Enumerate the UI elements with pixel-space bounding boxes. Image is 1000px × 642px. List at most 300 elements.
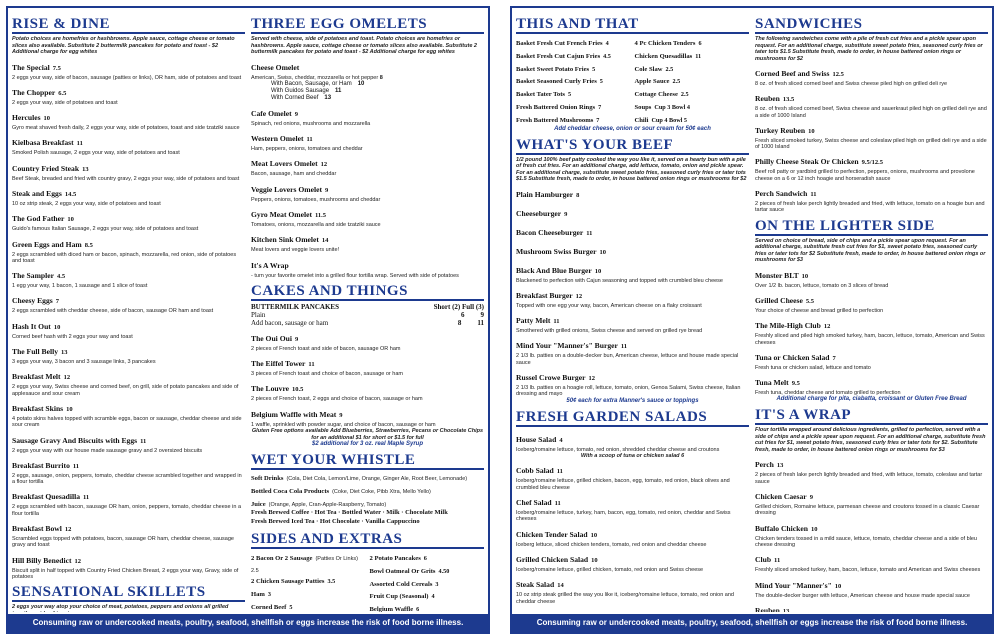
item-name: Hill Billy Benedict (12, 555, 72, 565)
item-name: Mind Your "Manner's" (755, 580, 832, 590)
rise-dine-list (12, 57, 245, 581)
item-name: Chicken Tender Salad (516, 529, 588, 539)
item-desc: 2 eggs scrambled with cheddar cheese, side of bacon, sausage OR ham and toast (12, 308, 214, 315)
item-price: 10 (590, 531, 598, 539)
beef-footnote: 50¢ each for extra Manner's sauce or toppings (566, 397, 699, 404)
menu-item (755, 120, 988, 151)
menu-item (755, 575, 988, 599)
menu-item (516, 606, 749, 612)
item-name: Perch Sandwich (755, 189, 808, 199)
item-price: 7 (55, 298, 59, 306)
item-price: 10 (591, 556, 598, 564)
salads-list (516, 460, 749, 612)
omelets-note: Served with cheese, side of potatoes and toast. Potato choices are homefries or hashbrowns. Apple sauce, cottage cheese or tomato slices also available. Substitute 2 buttermilk pancakes for potato and toast - $2 Additional charge for egg whites (251, 36, 477, 55)
item-price: 2.5 (672, 78, 681, 86)
item-desc: - turn your favorite omelet into a grilled flour tortilla wrap. Served with side of potatoes (251, 272, 459, 279)
item-price: 11 (556, 468, 563, 476)
item-name: Chef Salad (516, 498, 552, 508)
item-desc: Topped with one egg your way, bacon, American cheese on a flaky croissant (516, 302, 702, 309)
cheese-omelet-add-ons (251, 81, 484, 102)
menu-item (755, 63, 988, 87)
skillets-note: 2 eggs your way atop your choice of meat, potatoes, peppers and onions all grilled (12, 604, 229, 611)
lighter-footnote: Additional charge for pita, ciabatta, croissant or Gluten Free Bread (776, 396, 967, 403)
item-name: Steak and Eggs (12, 188, 62, 198)
item-price: 10 (67, 216, 74, 224)
item-price: 11 (586, 229, 593, 237)
menu-item (251, 204, 484, 228)
item-desc: (Orange, Apple, Cran-Apple-Raspberry, Tomato) (268, 501, 387, 508)
menu-item (12, 265, 245, 289)
item-desc: 2 pieces of French toast and side of bacon, sausage OR ham (251, 345, 401, 352)
item-price: 12 (823, 323, 831, 331)
item-desc: (Patties Or Links) 2.5 (251, 556, 358, 574)
item-desc: Bacon, sausage, ham and cheddar (251, 171, 337, 178)
menu-item-inline (370, 552, 485, 564)
menu-item (12, 107, 245, 131)
sandwiches-note: The following sandwiches come with a pile of fresh cut fries and a pickle spear upon request. For an additional charge, substitute sweet potato fries, seasoned curly fries or tater tots $1.5 Substitute fresh, made to order, in house battered onion rings or mushrooms for $2 (755, 36, 983, 62)
menu-item (12, 455, 245, 486)
menu-item (755, 518, 988, 549)
menu-item (12, 486, 245, 517)
item-price: 10 (599, 248, 606, 256)
item-desc: 1 waffle, sprinkled with powder sugar, and choice of bacon, sausage or ham (251, 421, 436, 428)
item-desc: Chicken tenders tossed in a mild sauce, lettuce, tomato, cheddar cheese and a side of bleu cheese dressing (755, 535, 977, 548)
menu-item-inline (251, 485, 484, 497)
sides-grid (251, 551, 484, 612)
item-desc: 2 pieces of fresh lake perch lightly breaded and fried, with lettuce, tomato on a hoagie bun and tartar sauce (755, 201, 985, 214)
item-desc: 3 eggs your way, 3 bacon and 3 sausage links, 3 pancakes (12, 359, 156, 366)
item-name: Western Omelet (251, 134, 304, 144)
item-name: Soups (634, 103, 652, 111)
item-price: 14 (321, 237, 329, 245)
item-name: Bottled Coca Cola Products (251, 487, 330, 495)
menu-item-inline (516, 114, 631, 126)
menu-item (251, 103, 484, 127)
item-name: Basket Seasoned Curly Fries (516, 78, 597, 86)
item-price: 9 (294, 335, 299, 343)
item-name: Assorted Cold Cereals (369, 580, 433, 588)
menu-item (516, 460, 749, 491)
item-price: 8 (576, 191, 580, 199)
section-title-sandwiches: SANDWICHES (755, 16, 988, 34)
item-desc: 2 eggs your way, side of bacon, sausage (patties or links), OR ham, side of potatoes and toast (12, 74, 242, 81)
section-title-lighter: ON THE LIGHTER SIDE (755, 218, 988, 236)
left-column-2 (251, 12, 484, 612)
item-price: 11 (72, 462, 80, 470)
item-name: Basket Sweet Potato Fries (516, 65, 590, 73)
lighter-note: Served on choice of bread, side of chips and a pickle spear upon request. For an additional charge, substitute fresh cut fries for $1, sweet potato fries, seasoned curly fries or tater tots for $2 Substitute fresh, made to order, in house battered onion rings or mushrooms for $3 (755, 237, 986, 264)
item-price: 10.5 (292, 386, 304, 394)
item-price: 7 (598, 103, 602, 111)
item-price: 12 (63, 374, 71, 382)
item-price: 4.5 (603, 52, 611, 60)
menu-item (12, 550, 245, 581)
item-desc: Iceberg/romaine lettuce, grilled chicken, tomato, red onion and Swiss cheese (516, 566, 704, 573)
item-desc: 8 oz. of fresh sliced corned beef, Swiss cheese and sauerkraut piled high on grilled deli rye and a side of 1000 Island (755, 106, 987, 119)
item-price: 10 (43, 115, 51, 123)
item-desc: 3 pieces of French toast and choice of bacon, sausage or ham (251, 371, 403, 378)
item-price: 2.5 (665, 65, 674, 73)
menu-item (12, 57, 245, 81)
menu-item-house-salad: House Salad 4 Iceberg/romaine lettuce, tomato, red onion, shredded cheddar cheese and croutons (516, 434, 720, 453)
item-desc: 2 eggs scrambled with diced ham or bacon, spinach, mozzarella, red onion, side of potatoes and toast (12, 251, 237, 264)
item-name: Turkey Reuben (755, 125, 806, 135)
item-name: Breakfast Quesadilla (12, 492, 80, 502)
menu-item (251, 128, 484, 152)
menu-item (755, 151, 988, 182)
menu-item (251, 229, 484, 253)
item-desc: Guido's famous Italian Sausage, 2 eggs your way, side of potatoes and toast (12, 226, 199, 233)
item-price: 7 (596, 116, 600, 124)
menu-item (516, 222, 749, 240)
sandwiches-list (755, 63, 988, 214)
item-price: 3 (435, 580, 439, 588)
add-on-line (271, 88, 484, 95)
pancake-label: Plain (251, 310, 266, 319)
menu-item (755, 88, 988, 119)
menu-item (12, 290, 245, 314)
section-title-sides: SIDES AND EXTRAS (251, 531, 484, 549)
item-desc: 2 eggs your way with our house made sausage gravy and 2 oversized biscuits (12, 447, 203, 454)
menu-item (251, 328, 484, 352)
item-desc: 4 potato skins halves topped with scramble eggs, bacon or sausage, cheddar cheese and side sour cream (12, 415, 242, 429)
item-desc: (Coke, Diet Coke, Pibb Xtra, Mello Yello) (332, 488, 431, 495)
item-price: 3.5 (327, 578, 336, 586)
section-title-whistle: WET YOUR WHISTLE (251, 452, 484, 470)
menu-item (516, 335, 749, 366)
section-title-omelets: THREE EGG OMELETS (251, 16, 484, 34)
item-price: 13 (82, 165, 89, 173)
item-name: Cheesy Eggs (12, 296, 53, 306)
item-name: Juice (251, 500, 266, 508)
menu-item (12, 158, 245, 182)
item-price: 4 (431, 593, 435, 601)
item-price: 12 (588, 375, 595, 383)
menu-page-right (510, 6, 994, 634)
salad-scoop-note: With a scoop of tuna or chicken salad 6 (580, 452, 685, 459)
item-price: 10 (53, 323, 61, 331)
item-price: 9 (809, 494, 813, 502)
item-price: 10 (594, 267, 602, 275)
item-name: The God Father (12, 214, 65, 224)
menu-item (516, 367, 749, 398)
menu-item (516, 184, 749, 202)
menu-item-cheese-omelet (251, 57, 484, 102)
item-price: 4.50 (438, 567, 450, 575)
item-name: Chili (634, 116, 649, 124)
item-desc: 2 eggs your way, Swiss cheese and corned beef, on grill, side of potato pancakes and side of applesauce and sour cream (12, 384, 239, 397)
this-that-b (635, 36, 750, 126)
menu-item (251, 255, 484, 279)
item-desc: Peppers, onions, tomatoes, mushrooms and cheddar (251, 196, 381, 203)
rise-dine-note: Potato choices are homefries or hashbrowns. Apple sauce, cottage cheese or tomato slices also available. Substitute 2 buttermilk pancakes for potato and toast - $2 Additional charge for egg whites (12, 36, 235, 55)
menu-item (516, 241, 749, 259)
item-desc: Beef roll patty or yardbird grilled to perfection, peppers, onions, mushrooms and provolone cheese on a 6 or 12 inch hoagie and horseradish sauce (755, 169, 975, 182)
item-price: 9 (325, 186, 329, 194)
item-name: Mushroom Swiss Burger (516, 246, 597, 256)
item-name: Cheeseburger (516, 208, 562, 218)
menu-item (12, 398, 245, 429)
drinks-extra-2: Fresh Brewed Iced Tea · Hot Chocolate · Vanilla Cappuccino (251, 518, 420, 526)
item-name: Patty Melt (516, 316, 551, 326)
menu-item-inline (251, 575, 366, 587)
pancake-row (251, 319, 484, 327)
item-price: 11 (308, 361, 315, 369)
item-desc: Freshly sliced and piled high smoked turkey, ham, bacon, lettuce, tomato, American and Swiss cheeses (755, 333, 985, 346)
item-price: 7 (832, 354, 836, 362)
item-price: 10 (810, 525, 818, 533)
item-price: 11.5 (315, 211, 327, 219)
menu-item (755, 486, 988, 517)
item-desc: Freshly sliced smoked turkey, ham, bacon, lettuce, tomato and American and Swiss cheeses (755, 567, 981, 574)
item-desc: Iceberg/romaine lettuce, grilled chicken, bacon, egg, tomato, red onion, black olives and crumbled bleu cheese (516, 478, 730, 491)
left-column-1 (12, 12, 245, 612)
menu-item (516, 574, 749, 605)
item-name: Philly Cheese Steak Or Chicken (755, 157, 859, 167)
item-desc: Fresh tuna or chicken salad, lettuce and tomato (755, 364, 871, 371)
menu-item (12, 518, 245, 549)
item-desc: Blackened to perfection with Cajun seasoning and topped with crumbled bleu cheese (516, 277, 723, 284)
menu-item-inline (516, 88, 631, 100)
item-desc: Your choice of cheese and bread grilled to perfection (755, 307, 884, 314)
item-name: The Mile-High Club (755, 321, 821, 331)
item-desc: Fresh tuna, cheddar cheese and tomato grilled to perfection (755, 390, 901, 397)
item-name: Fresh Battered Onion Rings (516, 103, 596, 111)
item-desc: Gyro meat shaved fresh daily, 2 eggs your way, side of potatoes, toast and side tzatziki sauce (12, 125, 240, 132)
wrap-note: Flour tortilla wrapped around delicious ingredients, grilled to perfection, served with a side of chips and a pickle spear upon request. For an additional charge, substitute fresh cut fries for $1, sweet potato fries, seasoned curly fries or tater tots for $2. Substitute fresh, made to order, in house battered onion rings or mushrooms for $3 (755, 427, 986, 453)
item-name: 4 Pc Chicken Tenders (634, 40, 696, 47)
item-price: 9 (564, 210, 568, 218)
item-name: Green Eggs and Ham (12, 239, 82, 249)
this-that-grid (516, 36, 749, 126)
item-desc: (Cola, Diet Cola, Lemon/Lime, Orange, Ginger Ale, Root Beer, Lemonade) (286, 476, 468, 483)
item-price: 14.5 (64, 190, 77, 198)
item-desc: Iceberg lettuce, sliced chicken tenders, tomato, red onion and cheddar cheese (516, 541, 707, 548)
item-price: 10 (808, 127, 815, 135)
menu-item (12, 183, 245, 207)
menu-item (12, 82, 245, 106)
item-name: Chicken Caesar (755, 492, 807, 502)
item-price: 11 (620, 343, 628, 351)
menu-item-inline (251, 498, 484, 510)
item-name: Sausage Gravy And Biscuits with Eggs (12, 435, 138, 445)
menu-item (755, 183, 988, 214)
add-on-label: With Bacon, Sausage, or Ham (271, 80, 352, 87)
full-price: 9 (480, 310, 484, 319)
menu-item (755, 347, 988, 371)
item-price: 3 (267, 590, 272, 598)
this-that-a (516, 36, 631, 126)
item-name: Chicken Quesadillas (634, 52, 693, 60)
item-name: Ham (251, 590, 265, 598)
item-price: 9.5/12.5 (861, 159, 883, 167)
pancake-prices (458, 319, 484, 327)
item-price: 11 (554, 500, 561, 508)
item-name: Kitchen Sink Omelet (251, 235, 319, 245)
menu-item-inline (635, 114, 750, 126)
add-on-price: 11 (335, 87, 342, 94)
item-desc: Biscuit split in half topped with Country Fried Chicken Breast, 2 eggs your way, Gravy, side of potatoes (12, 567, 239, 580)
item-price: 2.5 (680, 91, 689, 99)
menu-item (755, 290, 988, 314)
menu-item (755, 372, 988, 396)
item-desc: Scrambled eggs topped with potatoes, bacon, sausage OR ham, cheddar cheese, sausage gravy and toast (12, 536, 234, 549)
item-name: The Sampler (12, 271, 54, 281)
item-name: Breakfast Burrito (12, 460, 70, 470)
item-desc: Spinach, red onions, mushrooms and mozzarella (251, 120, 371, 127)
item-name: Russel Crowe Burger (516, 373, 586, 383)
item-name: Cobb Salad (516, 466, 554, 476)
item-name: Perch (755, 460, 774, 470)
item-desc: The double-decker burger with lettuce, American cheese and house made special sauce (755, 592, 970, 599)
add-on-label: With Corned Beef (271, 94, 319, 101)
item-name: Breakfast Burger (516, 290, 573, 300)
item-name: The Oui Oui (251, 333, 292, 343)
add-on-price: 13 (324, 94, 332, 101)
item-name: Basket Fresh Cut Cajun Fries (516, 52, 601, 60)
menu-item (755, 549, 988, 573)
menu-item (251, 378, 484, 402)
item-desc: Iceberg/romaine lettuce, turkey, ham, bacon, egg, tomato, red onion, cheddar and Swiss cheeses (516, 510, 731, 523)
item-name: Cottage Cheese (634, 91, 678, 99)
item-desc: 2 eggs, sausage, onion, peppers, tomato, cheddar cheese scrambled together and wrapped in a flour tortilla (12, 472, 242, 486)
item-price: 11 (306, 136, 313, 144)
item-price: 12.5 (832, 71, 844, 78)
item-name: Breakfast Skins (12, 403, 64, 413)
menu-item-inline (251, 552, 366, 574)
menu-item (12, 316, 245, 340)
item-name: Fruit Cup (Seasonal) (369, 593, 429, 601)
menu-item-inline (635, 37, 750, 49)
section-title-beef: WHAT'S YOUR BEEF (516, 137, 749, 155)
item-price: 11 (810, 191, 817, 199)
section-title-skillets: SENSATIONAL SKILLETS (12, 584, 245, 602)
cakes-note: Gluten Free options available Add Blueberries, Strawberries, Pecans or Chocolate Chips for an additional $1 for short or $1.5 for full (251, 428, 484, 441)
item-name: Mind Your "Manner's" Burger (516, 341, 618, 351)
item-name: The Louvre (251, 384, 290, 394)
menu-item-inline (370, 578, 485, 590)
menu-item-inline (516, 101, 631, 113)
item-name: Fresh Battered Mushrooms (516, 116, 594, 124)
section-title-salads: FRESH GARDEN SALADS (516, 409, 749, 427)
sides-column-b (370, 551, 485, 612)
item-price: 11 (83, 494, 90, 502)
section-title-this-that: THIS AND THAT (516, 16, 749, 34)
item-price: 11 (695, 52, 702, 60)
item-price: Cup 4 Bowl 5 (651, 116, 688, 124)
menu-item (516, 260, 749, 284)
drinks-list (251, 472, 484, 509)
item-name: Buffalo Chicken (755, 523, 808, 533)
menu-item (755, 454, 988, 485)
item-price: 6 (416, 606, 420, 612)
menu-item-inline (370, 590, 485, 602)
menu-item (516, 310, 749, 334)
item-name: Steak Salad (516, 580, 555, 590)
health-warning-footer-right: Consuming raw or undercooked meats, poultry, seafood, shellfish or eggs increase the risk of food borne illness. (512, 614, 992, 632)
item-name: Breakfast Bowl (12, 524, 62, 534)
item-name: The Special (12, 62, 50, 72)
item-name: Grilled Chicken Salad (516, 554, 589, 564)
menu-item (755, 315, 988, 346)
menu-item (516, 492, 749, 523)
menu-item-inline (635, 101, 750, 113)
item-name: Corned Beef (251, 603, 287, 611)
add-on-line (271, 95, 484, 102)
section-title-cakes: CAKES AND THINGS (251, 283, 484, 301)
menu-item (12, 132, 245, 156)
item-desc: 2 pieces of French toast, 2 eggs and choice of bacon, sausage or ham (251, 396, 423, 403)
drinks-extra-1: Fresh Brewed Coffee · Hot Tea · Bottled Water · Milk · Chocolate Milk (251, 509, 448, 517)
item-name: The Full Belly (12, 347, 58, 357)
menu-item-inline (516, 50, 631, 62)
right-column-2 (755, 12, 988, 612)
item-name: Black And Blue Burger (516, 265, 592, 275)
item-desc: Over 1/2 lb. bacon, lettuce, tomato on 3 slices of bread (755, 282, 889, 289)
item-desc: 1 egg your way, 1 bacon, 1 sausage and 1 slice of toast (12, 283, 148, 290)
item-price: 11 (76, 140, 83, 148)
lighter-list (755, 265, 988, 397)
item-price: 12 (74, 557, 81, 565)
menu-item-inline (251, 588, 366, 600)
item-desc: 2 1/3 lb. patties on a hoagie roll, lettuce, tomato, onion, Genoa Salami, Swiss cheese, Italian dressing and mayo (516, 385, 741, 398)
health-warning-footer: Consuming raw or undercooked meats, poultry, seafood, shellfish or eggs increase the risk of food borne illness. (8, 614, 488, 632)
beef-note: 1/2 pound 100% beef patty cooked the way you like it, served on a hearty bun with a pile of fresh cut fries. For an additional charge, add lettuce, tomato, onion and pickle spear. For an additional charge, substitute sweet potato fries, seasoned curly fries or tater tots $1.5 Substitute fresh, made to order, in house battered onion rings or mushrooms for $2 (516, 156, 747, 183)
menu-item (516, 285, 749, 309)
item-desc: Fresh sliced smoked turkey, Swiss cheese and coleslaw piled high on grilled deli rye and a side of 1000 Island (755, 137, 987, 151)
short-price: 6 (461, 310, 465, 319)
item-name: Plain Hamburger (516, 189, 574, 199)
menu-item-inline (251, 601, 366, 612)
add-on-label: With Guidos Sausage (271, 87, 330, 94)
menu-item (516, 524, 749, 548)
item-price: 11 (774, 557, 781, 565)
item-name: Cheese Omelet (251, 62, 300, 72)
item-name: Soft Drinks (251, 475, 284, 483)
item-price: 5.5 (805, 297, 814, 305)
item-price: 12 (575, 292, 583, 300)
add-on-line (271, 81, 484, 88)
item-desc: Corned beef hash with 2 eggs your way and toast (12, 333, 133, 340)
cakes-footnote: $2 additional for 3 oz. real Maple Syrup (311, 441, 424, 448)
menu-item (251, 153, 484, 177)
item-name: Belgium Waffle with Meat (251, 409, 337, 419)
menu-item-inline (635, 50, 750, 62)
item-name: Meat Lovers Omelet (251, 159, 318, 169)
item-price: 13 (61, 349, 68, 357)
item-name: Hercules (12, 113, 41, 123)
add-on-price: 10 (357, 80, 365, 87)
pancake-prices (461, 311, 484, 319)
item-price: 8.5 (84, 241, 93, 249)
item-name: Cole Slaw (634, 65, 663, 73)
item-name: Club (755, 555, 772, 565)
item-name: Basket Fresh Cut French Fries (516, 40, 603, 47)
pancake-rows (251, 311, 484, 327)
item-name: 2 Chicken Sausage Patties (251, 578, 325, 586)
item-name: The Eiffel Tower (251, 359, 306, 369)
beef-list (516, 184, 749, 398)
menu-item (755, 265, 988, 289)
item-price: 12 (320, 161, 328, 169)
item-name: Hash It Out (12, 321, 51, 331)
full-price: 11 (477, 318, 484, 327)
item-desc: Beef Steak, breaded and fried with country gravy, 2 eggs your way, side of potatoes and toast (12, 175, 240, 182)
item-name: Bowl Oatmeal Or Grits (369, 567, 436, 575)
item-price: 6.5 (58, 89, 67, 97)
item-price: 10 (66, 405, 73, 413)
item-desc: Tomatoes, onions, mozzarella and side tzatziki sauce (251, 221, 381, 228)
